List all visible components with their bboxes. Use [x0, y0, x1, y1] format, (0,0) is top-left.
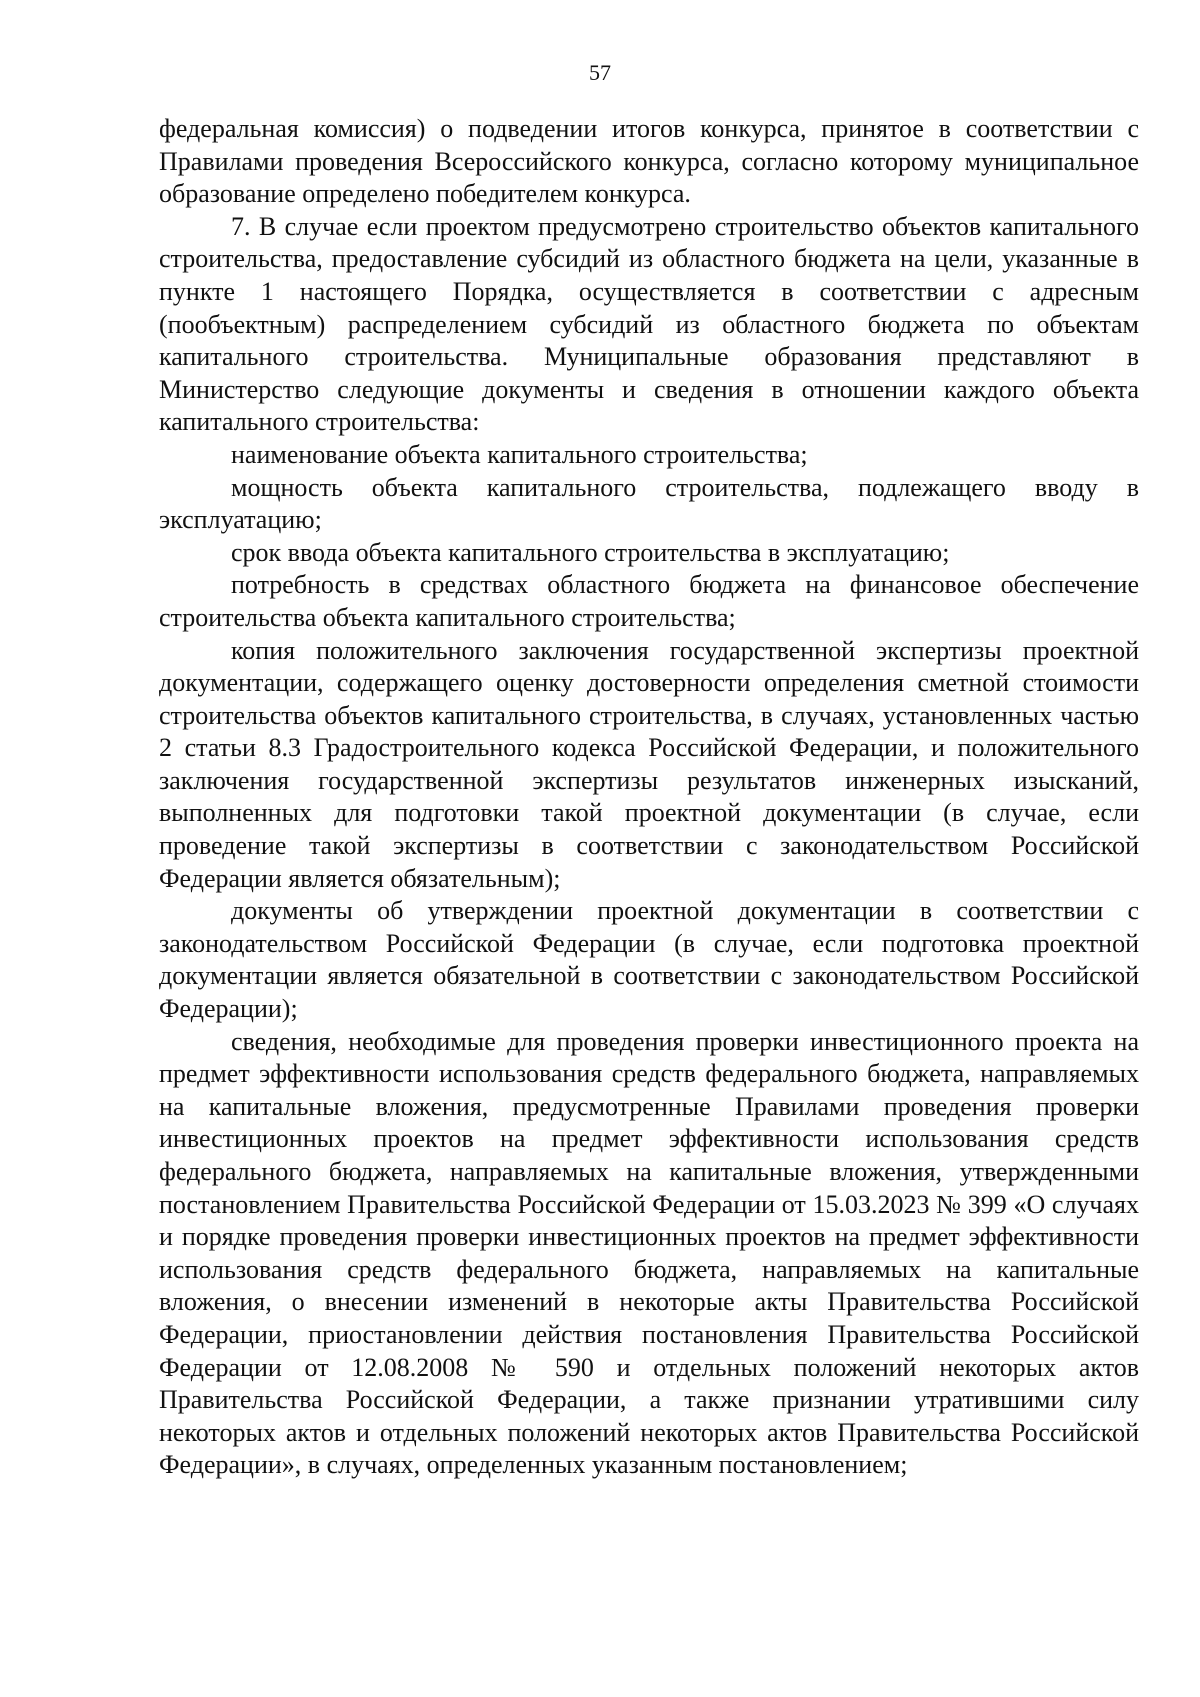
list-item-object-capacity: мощность объекта капитального строительства, подлежащего вводу в эксплуатацию; [159, 472, 1139, 535]
page-number: 57 [589, 60, 611, 85]
paragraph-commission-decision: федеральная комиссия) о подведении итогов конкурса, принятое в соответствии с Правилами проведения Всероссийского конкурса, согласно которому муниципальное образование определено победителем конкурса. [159, 114, 1139, 209]
list-item-investment-check-info: сведения, необходимые для проведения проверки инвестиционного проекта на предмет эффективности использования средств федерального бюджета, направляемых на капитальные вложения, предусмотренные Правилами проведения проверки инвестиционных проектов на предмет эффективности использования средств федерального бюджета, направляемых на капитальные вложения, утвержденными постановлением Правительства Российской Федерации от 15.03.2023 № 399 «О случаях и порядке проведения проверки инвестиционных проектов на предмет эффективности использования средств федерального бюджета, направляемых на капитальные вложения, о внесении изменений в некоторые акты Правительства Российской Федерации, приостановлении действия постановления Правительства Российской Федерации от 12.08.2008 № 590 и отдельных положений некоторых актов Правительства Российской Федерации, а также признании утратившими силу некоторых актов и отдельных положений некоторых актов Правительства Российской Федерации», в случаях, определенных указанным постановлением; [159, 1026, 1139, 1480]
list-item-expertise-copy: копия положительного заключения государственной экспертизы проектной документации, содержащего оценку достоверности определения сметной стоимости строительства объектов капитального строительства, в случаях, установленных частью 2 статьи 8.3 Градостроительного кодекса Российской Федерации, и положительного заключения государственной экспертизы результатов инженерных изысканий, выполненных для подготовки такой проектной документации (в случае, если проведение такой экспертизы в соответствии с законодательством Российской Федерации является обязательным); [159, 635, 1139, 893]
list-item-object-name: наименование объекта капитального строительства; [231, 439, 808, 469]
document-body [159, 113, 1139, 1482]
list-item-commissioning-date: срок ввода объекта капитального строительства в эксплуатацию; [231, 537, 950, 567]
list-item-funding-need: потребность в средствах областного бюджета на финансовое обеспечение строительства объекта капитального строительства; [159, 570, 1139, 632]
list-item-design-approval: документы об утверждении проектной документации в соответствии с законодательством Российской Федерации (в случае, если подготовка проектной документации является обязательной в соответствии с законодательством Российской Федерации); [159, 896, 1139, 1024]
paragraph-item-7: 7. В случае если проектом предусмотрено строительство объектов капитального строительства, предоставление субсидий из областного бюджета на цели, указанные в пункте 1 настоящего Порядка, осуществляется в соответствии с адресным (пообъектным) распределением субсидий из областного бюджета по объектам капитального строительства. Муниципальные образования представляют в Министерство следующие документы и сведения в отношении каждого объекта капитального строительства: [159, 211, 1139, 437]
